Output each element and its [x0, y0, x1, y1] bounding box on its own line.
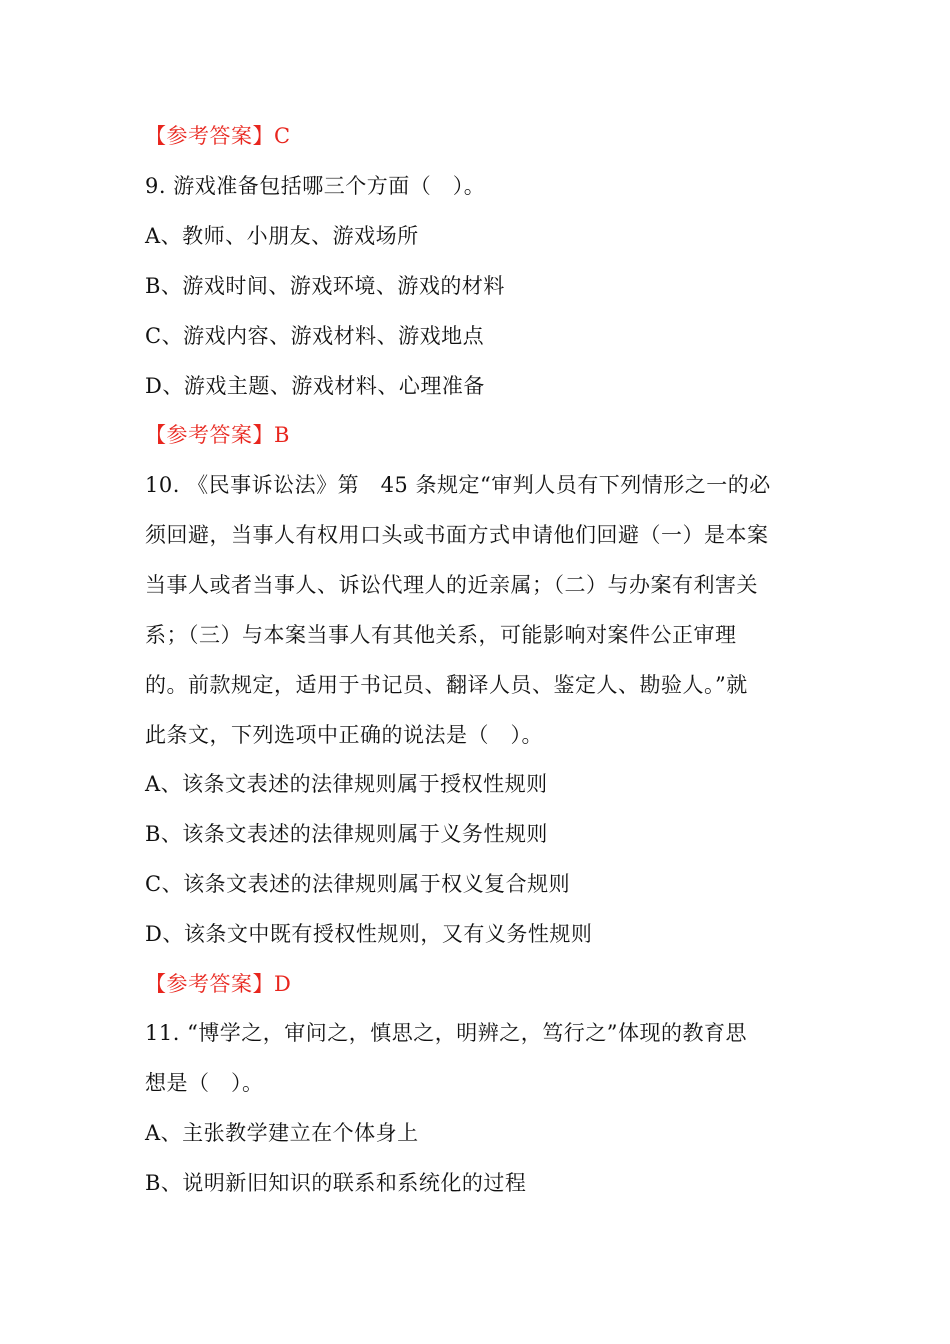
- reference-answer: [145, 970, 291, 998]
- answer-label: 【参考答案】: [145, 972, 274, 996]
- answer-value: C: [274, 124, 291, 148]
- text-line: 11. “博学之，审问之，慎思之，明辨之，笃行之”体现的教育思: [145, 1021, 748, 1045]
- text-line: C、游戏内容、游戏材料、游戏地点: [145, 324, 485, 348]
- text-line: 此条文，下列选项中正确的说法是（ ）。: [145, 723, 543, 747]
- text-line: D、游戏主题、游戏材料、心理准备: [145, 374, 485, 398]
- text-line: 想是（ ）。: [145, 1071, 264, 1095]
- text-line: D、该条文中既有授权性规则，又有义务性规则: [145, 922, 593, 946]
- answer-label: 【参考答案】: [145, 423, 274, 447]
- text-line: 的。前款规定，适用于书记员、翻译人员、鉴定人、勘验人。”就: [145, 673, 748, 697]
- reference-answer: [145, 421, 290, 449]
- text-line: 系；（三）与本案当事人有其他关系，可能影响对案件公正审理: [145, 623, 737, 647]
- text-line: A、主张教学建立在个体身上: [145, 1121, 419, 1145]
- answer-value: D: [274, 972, 292, 996]
- text-line: 9. 游戏准备包括哪三个方面（ ）。: [145, 174, 486, 198]
- text-line: A、教师、小朋友、游戏场所: [145, 224, 419, 248]
- answer-label: 【参考答案】: [145, 124, 274, 148]
- text-line: B、该条文表述的法律规则属于义务性规则: [145, 822, 548, 846]
- text-line: B、游戏时间、游戏环境、游戏的材料: [145, 274, 505, 298]
- text-line: 当事人或者当事人、诉讼代理人的近亲属；（二）与办案有利害关: [145, 573, 758, 597]
- text-line: 10. 《民事诉讼法》第 45 条规定“审判人员有下列情形之一的必: [145, 473, 771, 497]
- text-line: C、该条文表述的法律规则属于权义复合规则: [145, 872, 571, 896]
- text-line: A、该条文表述的法律规则属于授权性规则: [145, 772, 548, 796]
- answer-value: B: [274, 423, 290, 447]
- text-line: 须回避，当事人有权用口头或书面方式申请他们回避（一）是本案: [145, 523, 769, 547]
- reference-answer: [145, 122, 291, 150]
- text-line: B、说明新旧知识的联系和系统化的过程: [145, 1171, 527, 1195]
